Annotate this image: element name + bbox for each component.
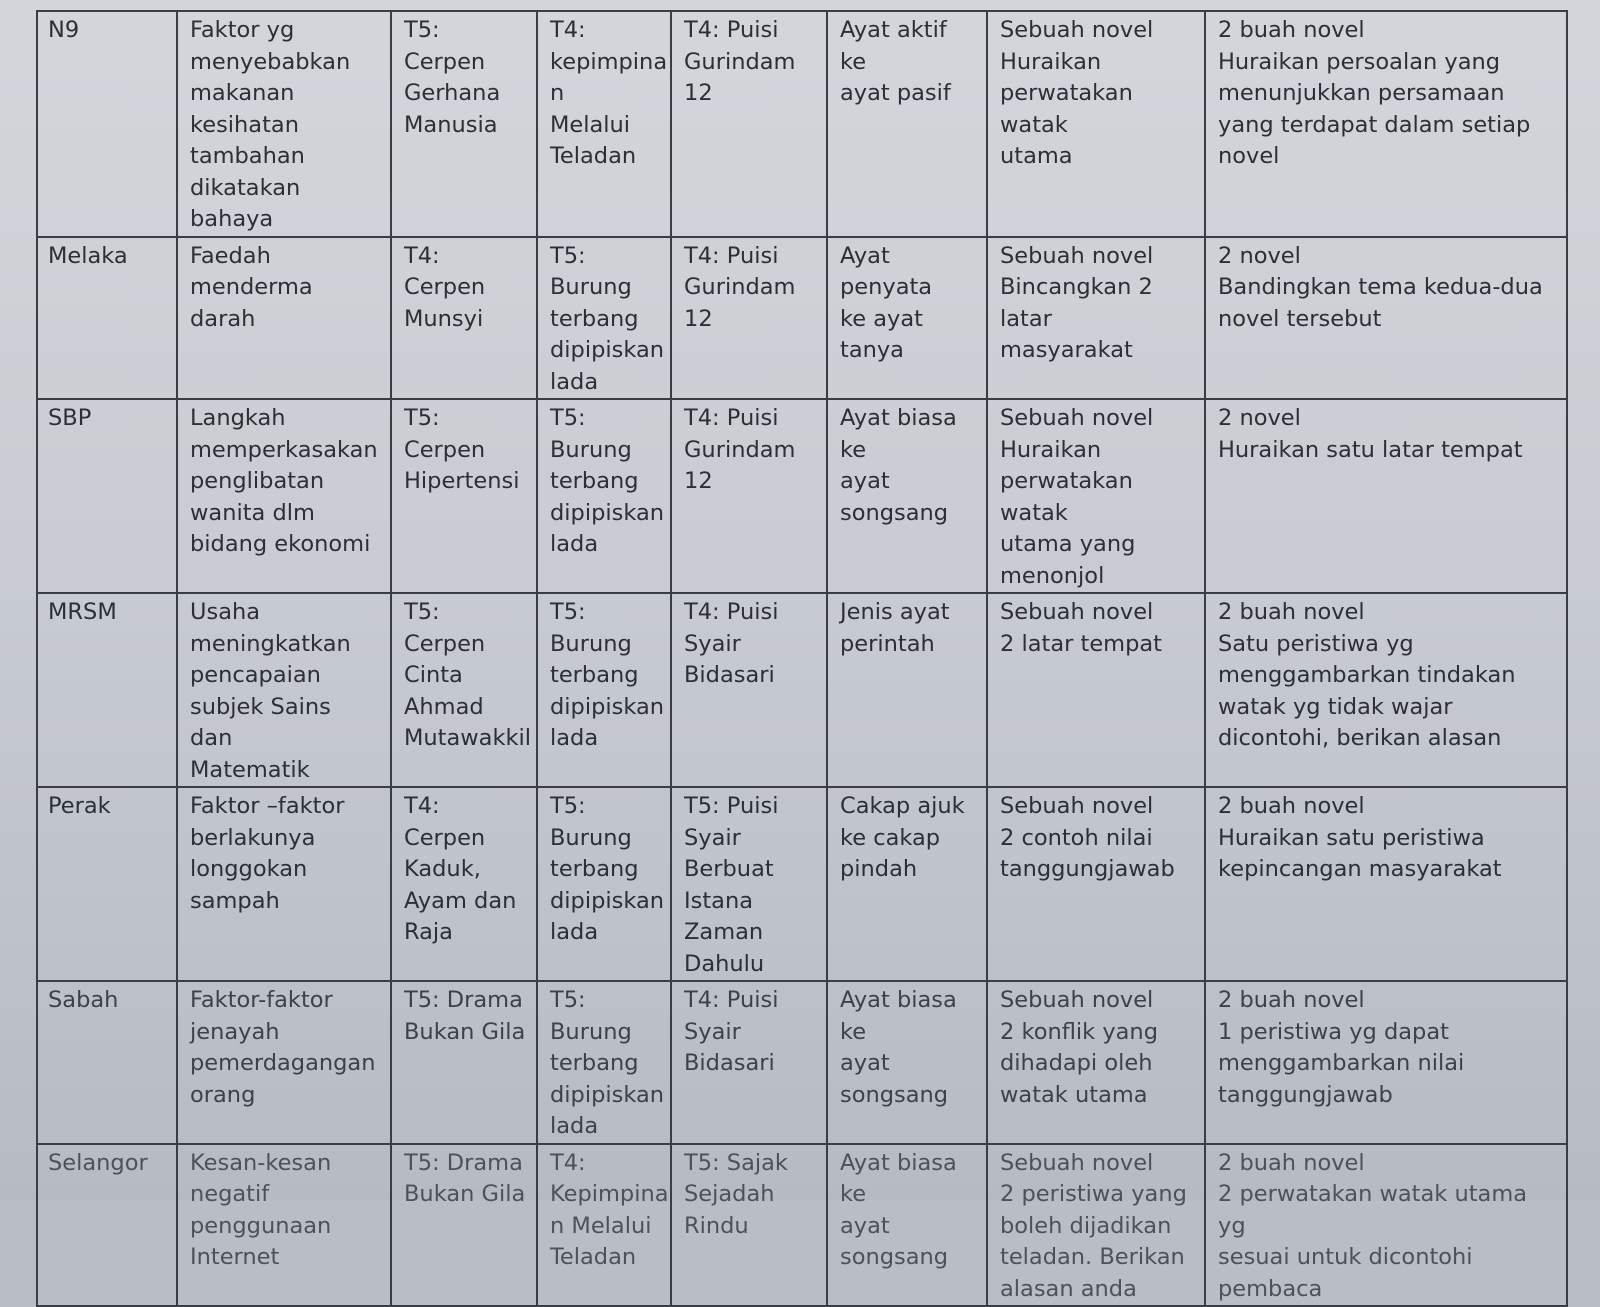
prosa-cell: T5: Burung terbang dipipiskan lada <box>537 593 671 787</box>
cerpen-cell: T4: Cerpen Munsyi <box>391 237 537 400</box>
karangan-cell: Usaha meningkatkan pencapaian subjek Sains dan Matematik <box>177 593 391 787</box>
state-cell: N9 <box>37 11 177 237</box>
karangan-cell: Kesan-kesan negatif penggunaan Internet <box>177 1144 391 1307</box>
cerpen-cell: T5: Cerpen Hipertensi <box>391 399 537 593</box>
karangan-cell: Faktor-faktor jenayah pemerdagangan orang <box>177 981 391 1144</box>
state-cell: Selangor <box>37 1144 177 1307</box>
state-cell: Sabah <box>37 981 177 1144</box>
state-cell: Perak <box>37 787 177 981</box>
karangan-cell: Faedah menderma darah <box>177 237 391 400</box>
karangan-cell: Faktor yg menyebabkan makanan kesihatan tambahan dikatakan bahaya <box>177 11 391 237</box>
novel-double-cell: 2 buah novel Huraikan satu peristiwa kepincangan masyarakat <box>1205 787 1567 981</box>
state-cell: MRSM <box>37 593 177 787</box>
novel-double-cell: 2 novel Bandingkan tema kedua-dua novel tersebut <box>1205 237 1567 400</box>
cerpen-cell: T4: Cerpen Kaduk, Ayam dan Raja <box>391 787 537 981</box>
novel-double-cell: 2 buah novel 1 peristiwa yg dapat menggambarkan nilai tanggungjawab <box>1205 981 1567 1144</box>
prosa-cell: T5: Burung terbang dipipiskan lada <box>537 787 671 981</box>
karangan-cell: Faktor –faktor berlakunya longgokan sampah <box>177 787 391 981</box>
tatabahasa-cell: Jenis ayat perintah <box>827 593 987 787</box>
puisi-cell: T4: Puisi Syair Bidasari <box>671 981 827 1144</box>
table-row <box>37 399 1567 593</box>
tatabahasa-cell: Ayat penyata ke ayat tanya <box>827 237 987 400</box>
prosa-cell: T4: kepimpina n Melalui Teladan <box>537 11 671 237</box>
novel-single-cell: Sebuah novel 2 peristiwa yang boleh dijadikan teladan. Berikan alasan anda <box>987 1144 1205 1307</box>
tatabahasa-cell: Ayat biasa ke ayat songsang <box>827 399 987 593</box>
novel-single-cell: Sebuah novel Bincangkan 2 latar masyarakat <box>987 237 1205 400</box>
table-row <box>37 787 1567 981</box>
table-row <box>37 1144 1567 1307</box>
state-cell: Melaka <box>37 237 177 400</box>
table-row <box>37 11 1567 237</box>
table-row <box>37 593 1567 787</box>
tatabahasa-cell: Ayat biasa ke ayat songsang <box>827 1144 987 1307</box>
table-row <box>37 981 1567 1144</box>
puisi-cell: T5: Puisi Syair Berbuat Istana Zaman Dahulu <box>671 787 827 981</box>
table-row <box>37 237 1567 400</box>
cerpen-cell: T5: Drama Bukan Gila <box>391 981 537 1144</box>
exam-topics-table <box>36 10 1568 1307</box>
novel-double-cell: 2 buah novel 2 perwatakan watak utama yg sesuai untuk dicontohi pembaca <box>1205 1144 1567 1307</box>
novel-single-cell: Sebuah novel 2 latar tempat <box>987 593 1205 787</box>
prosa-cell: T4: Kepimpina n Melalui Teladan <box>537 1144 671 1307</box>
novel-single-cell: Sebuah novel Huraikan perwatakan watak utama <box>987 11 1205 237</box>
tatabahasa-cell: Cakap ajuk ke cakap pindah <box>827 787 987 981</box>
puisi-cell: T4: Puisi Gurindam 12 <box>671 399 827 593</box>
prosa-cell: T5: Burung terbang dipipiskan lada <box>537 981 671 1144</box>
cerpen-cell: T5: Cerpen Cinta Ahmad Mutawakkil <box>391 593 537 787</box>
state-cell: SBP <box>37 399 177 593</box>
cerpen-cell: T5: Cerpen Gerhana Manusia <box>391 11 537 237</box>
karangan-cell: Langkah memperkasakan penglibatan wanita dlm bidang ekonomi <box>177 399 391 593</box>
cerpen-cell: T5: Drama Bukan Gila <box>391 1144 537 1307</box>
novel-single-cell: Sebuah novel 2 konflik yang dihadapi oleh watak utama <box>987 981 1205 1144</box>
puisi-cell: T4: Puisi Gurindam 12 <box>671 11 827 237</box>
prosa-cell: T5: Burung terbang dipipiskan lada <box>537 399 671 593</box>
puisi-cell: T4: Puisi Gurindam 12 <box>671 237 827 400</box>
prosa-cell: T5: Burung terbang dipipiskan lada <box>537 237 671 400</box>
puisi-cell: T4: Puisi Syair Bidasari <box>671 593 827 787</box>
tatabahasa-cell: Ayat biasa ke ayat songsang <box>827 981 987 1144</box>
puisi-cell: T5: Sajak Sejadah Rindu <box>671 1144 827 1307</box>
novel-single-cell: Sebuah novel 2 contoh nilai tanggungjawab <box>987 787 1205 981</box>
novel-double-cell: 2 buah novel Satu peristiwa yg menggambarkan tindakan watak yg tidak wajar dicontohi, berikan alasan <box>1205 593 1567 787</box>
novel-double-cell: 2 novel Huraikan satu latar tempat <box>1205 399 1567 593</box>
novel-double-cell: 2 buah novel Huraikan persoalan yang menunjukkan persamaan yang terdapat dalam setiap novel <box>1205 11 1567 237</box>
novel-single-cell: Sebuah novel Huraikan perwatakan watak utama yang menonjol <box>987 399 1205 593</box>
tatabahasa-cell: Ayat aktif ke ayat pasif <box>827 11 987 237</box>
